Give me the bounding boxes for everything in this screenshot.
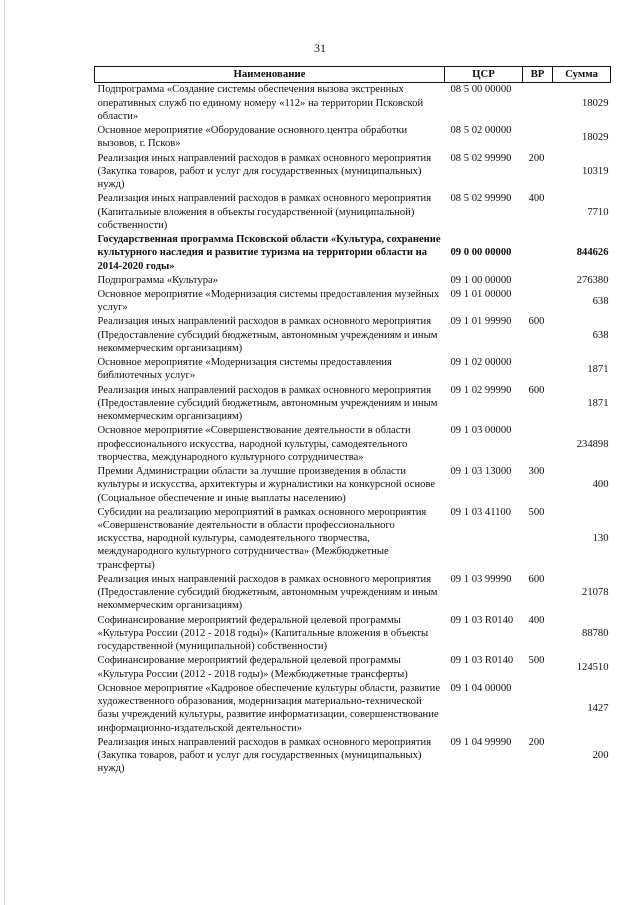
cell-vr: 600 (528, 384, 545, 396)
table-body (95, 83, 611, 776)
cell-csr: 08 5 00 00000 (450, 84, 512, 96)
table-row (95, 736, 611, 777)
table-row (95, 233, 611, 274)
cell-csr: 09 1 02 00000 (450, 357, 512, 369)
cell-name: Реализация иных направлений расходов в рамках основного мероприятия (Закупка товаров, работ и услуг для государственных (муниципальных) нужд) (97, 152, 432, 191)
cell-vr: 500 (528, 655, 545, 667)
header-vr: ВР (523, 67, 553, 83)
scan-edge-line (4, 0, 5, 905)
header-name: Наименование (95, 67, 445, 83)
cell-vr: 400 (528, 193, 545, 205)
cell-vr: 400 (528, 614, 545, 626)
cell-csr: 09 1 01 99990 (450, 316, 512, 328)
cell-sum: 234898 (576, 438, 609, 450)
cell-csr: 09 1 02 99990 (450, 384, 512, 396)
cell-name: Основное мероприятие «Совершенствование деятельности в области профессионального искусства, народной культуры, самодеятельного творчества, международного культурного сотрудничества» (97, 425, 411, 463)
table-row (95, 83, 611, 124)
cell-csr: 08 5 02 99990 (450, 152, 512, 164)
cell-name: Реализация иных направлений расходов в рамках основного мероприятия (Закупка товаров, работ и услуг для государственных (муниципальных) нужд) (97, 736, 432, 775)
table-row (95, 573, 611, 614)
table-row (95, 614, 611, 655)
cell-csr: 09 1 03 00000 (450, 425, 512, 437)
cell-sum: 18029 (582, 131, 609, 143)
cell-sum: 1427 (587, 702, 609, 714)
budget-table (94, 66, 611, 776)
cell-name: Софинансирование мероприятий федеральной целевой программы «Культура России (2012 - 2018 годы)» (Межбюджетные трансферты) (97, 655, 408, 680)
table-row (95, 465, 611, 506)
table-header-row (95, 67, 611, 83)
cell-csr: 09 0 00 00000 (450, 247, 512, 259)
cell-csr: 09 1 04 00000 (450, 682, 512, 694)
cell-sum: 638 (592, 329, 609, 341)
cell-sum: 844626 (576, 247, 609, 259)
cell-vr: 200 (528, 736, 545, 748)
cell-vr: 200 (528, 152, 545, 164)
cell-vr (523, 356, 553, 383)
header-sum: Сумма (553, 67, 611, 83)
cell-sum: 200 (592, 749, 609, 761)
cell-sum: 10319 (582, 165, 609, 177)
cell-csr: 09 1 04 99990 (450, 736, 512, 748)
table-row (95, 356, 611, 383)
cell-sum: 276380 (576, 274, 609, 286)
table-row (95, 315, 611, 356)
cell-csr: 09 1 03 41100 (450, 506, 512, 518)
cell-sum: 130 (592, 533, 609, 545)
cell-vr (523, 124, 553, 151)
cell-vr (523, 83, 553, 124)
cell-vr: 500 (528, 506, 545, 518)
table-row (95, 192, 611, 233)
cell-sum: 638 (592, 295, 609, 307)
table-row (95, 506, 611, 573)
cell-name: Софинансирование мероприятий федеральной целевой программы «Культура России (2012 - 2018 годы)» (Капитальные вложения в объекты государственной (муниципальной) собственности) (97, 614, 429, 653)
cell-sum: 88780 (582, 627, 609, 639)
cell-name: Реализация иных направлений расходов в рамках основного мероприятия (Предоставление субсидий бюджетным, автономным учреждениям и иным некоммерческим организациям) (97, 384, 438, 423)
cell-csr: 09 1 03 R0140 (450, 614, 514, 626)
cell-name: Реализация иных направлений расходов в рамках основного мероприятия (Предоставление субсидий бюджетным, автономным учреждениям и иным некоммерческим организациям) (97, 573, 438, 612)
table-row (95, 654, 611, 681)
cell-vr (523, 682, 553, 736)
cell-name: Основное мероприятие «Оборудование основного центра обработки вызовов, г. Псков» (97, 125, 408, 150)
cell-name: Премии Администрации области за лучшие произведения в области культуры и искусства, архитектуры и журналистики на конкурсной основе (Социальное обеспечение и иные выплаты населению) (97, 466, 436, 504)
cell-sum: 18029 (582, 97, 609, 109)
table-row (95, 288, 611, 315)
table-row (95, 152, 611, 193)
header-csr: ЦСР (445, 67, 523, 83)
cell-name: Подпрограмма «Создание системы обеспечения вызова экстренных оперативных служб по единому номеру «112» на территории Псковской области» (97, 84, 424, 122)
cell-sum: 400 (592, 479, 609, 491)
cell-csr: 09 1 00 00000 (450, 274, 512, 286)
cell-csr: 08 5 02 99990 (450, 193, 512, 205)
cell-vr: 600 (528, 316, 545, 328)
cell-sum: 1871 (587, 397, 609, 409)
cell-name: Государственная программа Псковской области «Культура, сохранение культурного наследия и развитие туризма на территории области на 2014-2020 годы» (97, 234, 441, 272)
cell-name: Субсидии на реализацию мероприятий в рамках основного мероприятия «Совершенствование деятельности в области профессионального искусства, народной культуры, самодеятельного творчества, международного культурного сотрудничества» (Межбюджетные трансферты) (97, 506, 427, 571)
cell-vr: 300 (528, 466, 545, 478)
cell-sum: 1871 (587, 363, 609, 375)
cell-csr: 09 1 01 00000 (450, 289, 512, 300)
cell-vr: 600 (528, 573, 545, 585)
cell-name: Реализация иных направлений расходов в рамках основного мероприятия (Капитальные вложения в объекты государственной (муниципальной) собственности) (97, 193, 432, 231)
cell-name: Подпрограмма «Культура» (97, 274, 219, 286)
table-row (95, 424, 611, 465)
cell-name: Основное мероприятие «Модернизация системы предоставления музейных услуг» (97, 289, 440, 314)
cell-vr (523, 288, 553, 315)
cell-sum: 7710 (587, 206, 609, 218)
cell-vr (523, 424, 553, 465)
cell-sum: 124510 (576, 661, 609, 673)
table-row (95, 124, 611, 151)
table-row (95, 384, 611, 425)
table-row (95, 682, 611, 736)
cell-csr: 09 1 03 13000 (450, 466, 512, 478)
page-number: 31 (314, 41, 326, 55)
cell-csr: 09 1 03 R0140 (450, 655, 514, 667)
cell-name: Основное мероприятие «Кадровое обеспечение культуры области, развитие художественного образования, модернизация материально-технической базы учреждений культуры, развитие информатизации, совершенствование информационно-издательской деятельности» (97, 682, 441, 734)
table-row (95, 274, 611, 288)
cell-csr: 08 5 02 00000 (450, 125, 512, 137)
cell-name: Основное мероприятие «Модернизация системы предоставления библиотечных услуг» (97, 357, 392, 382)
cell-vr (523, 233, 553, 274)
cell-name: Реализация иных направлений расходов в рамках основного мероприятия (Предоставление субсидий бюджетным, автономным учреждениям и иным некоммерческим организациям) (97, 316, 438, 354)
cell-csr: 09 1 03 99990 (450, 573, 512, 585)
cell-sum: 21078 (582, 587, 609, 599)
cell-vr (523, 274, 553, 288)
